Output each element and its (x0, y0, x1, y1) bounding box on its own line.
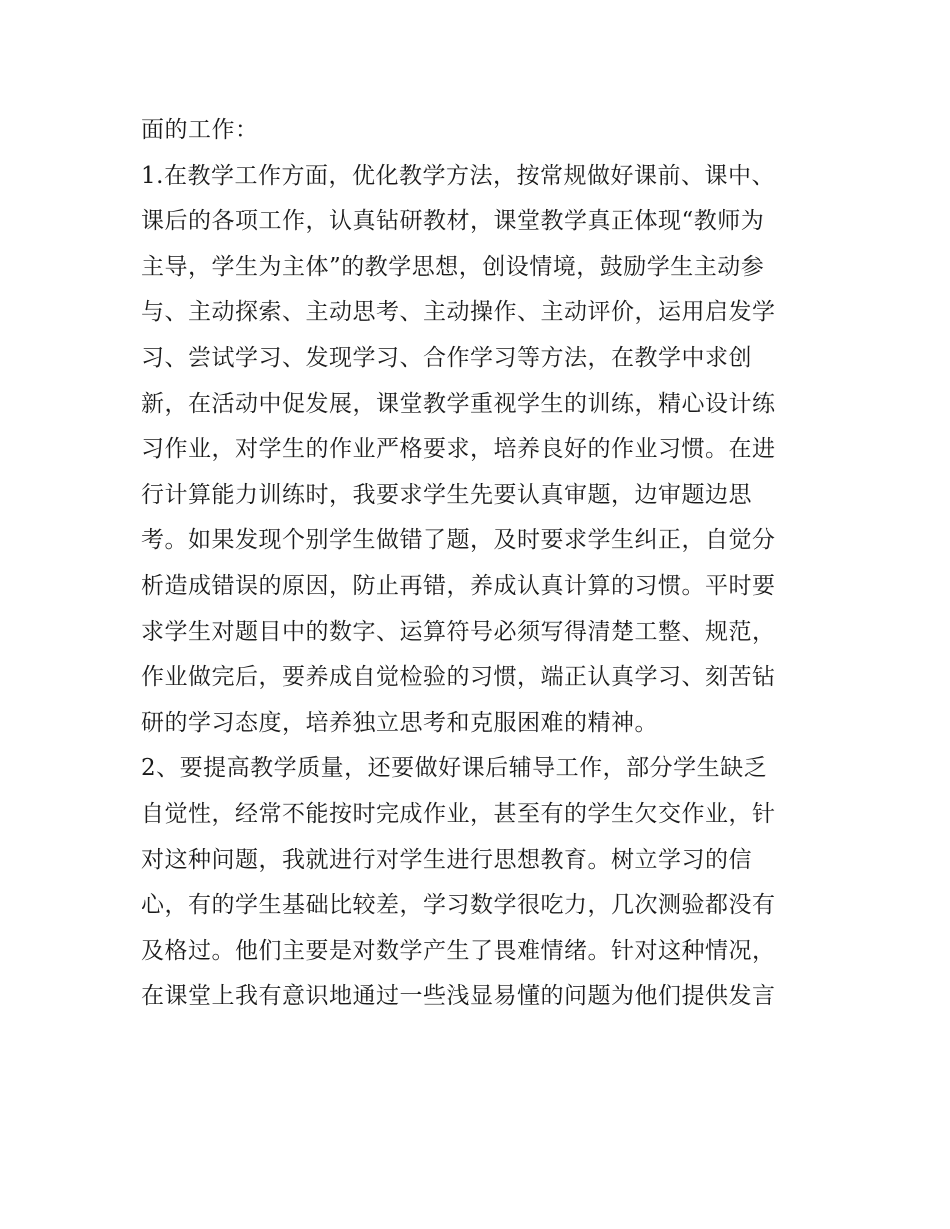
text-line: 面的工作： (141, 117, 259, 143)
text-line: 主导，学生为主体”的教学思想，创设情境，鼓励学生主动参 (141, 253, 765, 280)
text-line: 在课堂上我有意识地通过一些浅显易懂的问题为他们提供发言 (141, 983, 776, 1010)
body-text (141, 108, 813, 1020)
text-line: 行计算能力训练时，我要求学生先要认真审题，边审题边思 (141, 481, 752, 508)
text-line: 习作业，对学生的作业严格要求，培养良好的作业习惯。在进 (141, 436, 776, 463)
text-line: 作业做完后，要养成自觉检验的习惯，端正认真学习、刻苦钻 (141, 664, 776, 691)
text-line: 心，有的学生基础比较差，学习数学很吃力，几次测验都没有 (141, 892, 776, 919)
text-line: 课后的各项工作，认真钻研教材，课堂教学真正体现“教师为 (141, 208, 765, 235)
text-line: 考。如果发现个别学生做错了题，及时要求学生纠正，自觉分 (141, 527, 776, 554)
text-line: 新，在活动中促发展，课堂教学重视学生的训练，精心设计练 (141, 390, 776, 417)
text-line: 与、主动探索、主动思考、主动操作、主动评价，运用启发学 (141, 299, 776, 326)
text-line: 自觉性，经常不能按时完成作业，甚至有的学生欠交作业，针 (141, 800, 776, 827)
text-line: 对这种问题，我就进行对学生进行思想教育。树立学习的信 (141, 846, 752, 873)
text-line: 研的学习态度，培养独立思考和克服困难的精神。 (141, 709, 658, 736)
text-line: 2、要提高教学质量，还要做好课后辅导工作，部分学生缺乏 (141, 755, 768, 782)
text-line: 析造成错误的原因，防止再错，养成认真计算的习惯。平时要 (141, 572, 776, 599)
text-line: 习、尝试学习、发现学习、合作学习等方法，在教学中求创 (141, 344, 752, 371)
text-line: 求学生对题目中的数字、运算符号必须写得清楚工整、规范， (141, 618, 776, 645)
text-line: 1.在教学工作方面，优化教学方法，按常规做好课前、课中、 (141, 162, 775, 189)
text-line: 及格过。他们主要是对数学产生了畏难情绪。针对这种情况， (141, 937, 776, 964)
